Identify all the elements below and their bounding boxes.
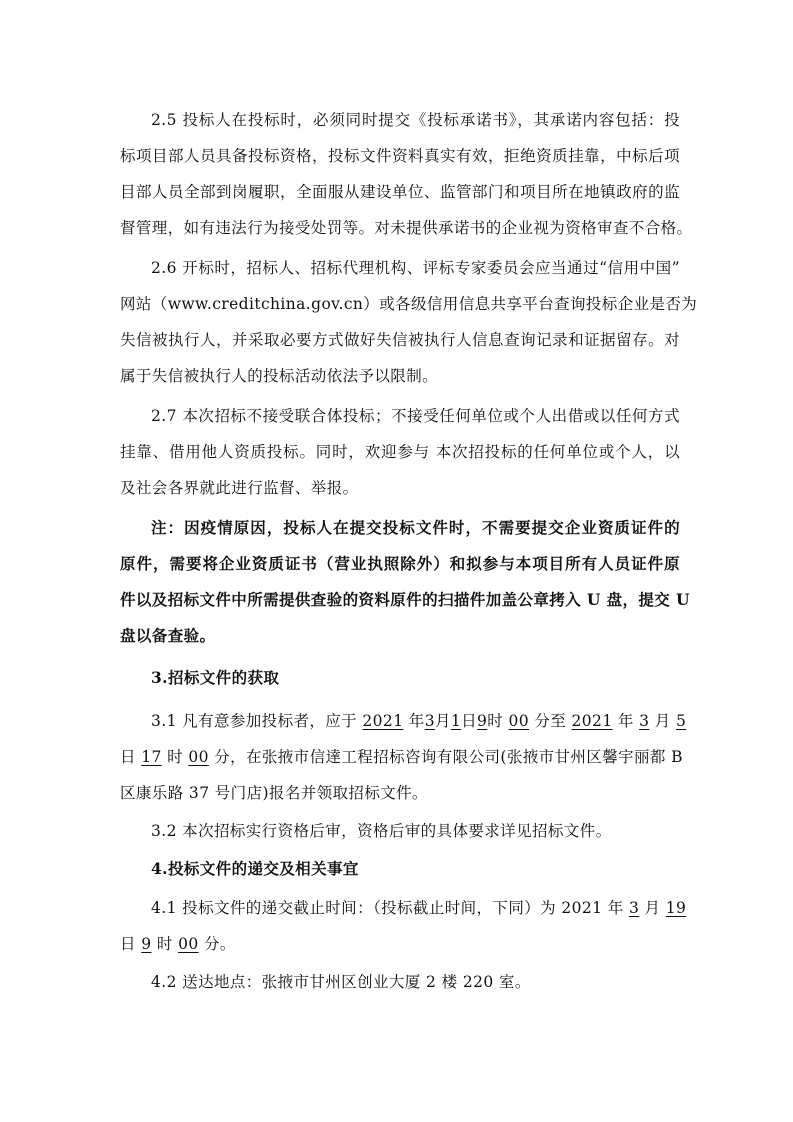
text-span: 4.1 投标文件的递交截止时间：（投标截止时间，下同）为 2021 年 — [151, 899, 629, 917]
text-line: 注：因疫情原因，投标人在提交投标文件时，不需要提交企业资质证件的 — [151, 518, 680, 537]
text-line: 目部人员全部到岗履职，全面服从建设单位、监管部门和项目所在地镇政府的监 — [120, 183, 680, 201]
text-line: 挂靠、借用他人资质投标。同时，欢迎参与 本次招投标的任何单位或个人，以 — [120, 443, 680, 461]
text-span: 年 — [612, 712, 640, 730]
paragraph-4-2 — [120, 964, 680, 1000]
section-heading-3 — [120, 660, 680, 696]
text-line: 2.6 开标时，招标人、招标代理机构、评标专家委员会应当通过“信用中国” — [151, 259, 680, 277]
start-hour: 9 — [477, 712, 488, 730]
start-day: 1 — [450, 712, 462, 730]
text-line: 3.2 本次招标实行资格后审，资格后审的具体要求详见招标文件。 — [151, 822, 612, 840]
text-line — [120, 739, 683, 775]
text-span: 年 — [403, 712, 425, 730]
end-month: 3 — [639, 712, 650, 730]
end-day: 5 — [675, 712, 687, 730]
text-line: 2.7 本次招标不接受联合体投标；不接受任何单位或个人出借或以任何方式 — [151, 407, 680, 425]
text-span: 时 — [161, 748, 189, 766]
text-line: 失信被执行人，并采取必要方式做好失信被执行人信息查询记录和证据留存。对 — [120, 331, 680, 349]
text-span: 分至 — [529, 712, 572, 730]
text-line: 标项目部人员具备投标资格，投标文件资料真实有效，拒绝资质挂靠，中标后项 — [120, 147, 680, 165]
paragraph-3-2 — [120, 813, 680, 849]
start-minute: 00 — [508, 712, 530, 730]
text-line: 及社会各界就此进行监督、举报。 — [120, 479, 359, 497]
paragraph-2-6 — [120, 250, 698, 394]
start-year: 2021 — [362, 712, 404, 730]
text-line — [120, 926, 680, 962]
text-span: 月 — [434, 712, 451, 730]
text-line — [120, 703, 687, 739]
text-line: 4.2 送达地点：张掖市甘州区创业大厦 2 楼 220 室。 — [151, 973, 531, 991]
start-month: 3 — [424, 712, 435, 730]
deadline-minute: 00 — [178, 935, 199, 953]
text-line: 件以及招标文件中所需提供查验的资料原件的扫描件加盖公章拷入 U 盘，提交 U — [120, 590, 690, 609]
heading-text: 4.投标文件的递交及相关事宜 — [151, 859, 359, 878]
text-span: 日 — [120, 748, 142, 766]
end-year: 2021 — [571, 712, 613, 730]
deadline-hour: 9 — [141, 935, 152, 953]
text-line: 属于失信被执行人的投标活动依法予以限制。 — [120, 367, 439, 385]
text-span: 分。 — [198, 935, 236, 953]
text-span: 日 — [461, 712, 478, 730]
deadline-month: 3 — [628, 899, 640, 917]
note-paragraph — [120, 510, 690, 654]
end-minute: 00 — [188, 748, 209, 766]
text-span: 分，在张掖市信達工程招标咨询有限公司(张掖市甘州区馨宇丽都 B — [208, 748, 683, 766]
text-line: 网站（www.creditchina.gov.cn）或各级信用信息共享平台查询投标企业是否为 — [120, 295, 698, 313]
paragraph-4-1 — [120, 890, 687, 962]
heading-text: 3.招标文件的获取 — [151, 668, 280, 687]
text-span: 月 — [649, 712, 676, 730]
text-line: 区康乐路 37 号门店)报名并领取招标文件。 — [120, 784, 428, 802]
text-span: 3.1 凡有意参加投标者，应于 — [151, 712, 363, 730]
paragraph-3-1 — [120, 703, 687, 811]
text-line: 督管理，如有违法行为接受处罚等。对未提供承诺书的企业视为资格审查不合格。 — [120, 219, 693, 237]
text-span: 时 — [487, 712, 509, 730]
text-span: 日 — [120, 935, 142, 953]
text-span: 时 — [151, 935, 179, 953]
paragraph-2-5 — [120, 102, 693, 246]
text-span: 月 — [639, 899, 666, 917]
paragraph-2-7 — [120, 398, 680, 506]
section-heading-4 — [120, 851, 680, 887]
text-line: 原件，需要将企业资质证书（营业执照除外）和拟参与本项目所有人员证件原 — [120, 554, 680, 573]
end-hour: 17 — [141, 748, 162, 766]
deadline-day: 19 — [665, 899, 687, 917]
text-line: 盘以备查验。 — [120, 626, 216, 645]
text-line: 2.5 投标人在投标时，必须同时提交《投标承诺书》，其承诺内容包括：投 — [151, 111, 680, 129]
text-line — [120, 890, 687, 926]
